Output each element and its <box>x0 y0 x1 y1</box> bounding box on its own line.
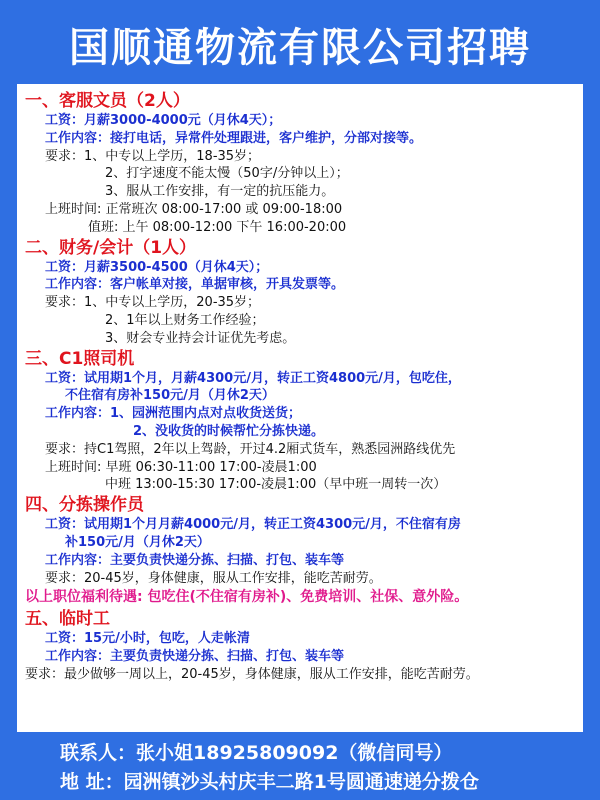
contact-info: 联系人：张小姐18925809092（微信同号） <box>60 742 453 764</box>
section-1-heading: 一、客服文员（2人） <box>25 91 190 111</box>
section-5-duty: 工作内容：主要负责快递分拣、扫描、打包、装车等 <box>45 649 345 665</box>
section-1-req-2: 2、打字速度不能太慢（50字/分钟以上）； <box>105 166 349 182</box>
page-title: 国顺通物流有限公司招聘 <box>69 25 531 71</box>
section-4-heading: 四、分拣操作员 <box>25 495 144 516</box>
section-3-hours-1: 上班时间: 早班 06:30-11:00 17:00-凌晨1:00 <box>45 459 317 475</box>
section-1-req-1: 要求：1、中专以上学历，18-35岁； <box>45 148 261 164</box>
section-3-salary-1: 工资：试用期1个月，月薪4300元/月，转正工资4800元/月，包吃住， <box>45 370 461 386</box>
section-2-heading: 二、财务/会计（1人） <box>25 237 197 258</box>
section-2-req-2: 2、1年以上财务工作经验； <box>105 312 265 328</box>
section-3-heading: 三、C1照司机 <box>25 348 135 369</box>
section-3-duty-1: 工作内容：1、园洲范围内点对点收货送货； <box>45 406 302 422</box>
section-2-salary: 工资：月薪3500-4500（月休4天）； <box>45 259 269 275</box>
content-panel <box>17 84 583 732</box>
section-2-req-1: 要求：1、中专以上学历，20-35岁； <box>45 295 261 311</box>
section-4-salary-1: 工资：试用期1个月月薪4000元/月，转正工资4300元/月，不住宿有房 <box>45 517 461 533</box>
section-4-salary-2: 补150元/月（月休2天） <box>65 534 210 550</box>
address-info: 地 址：园洲镇沙头村庆丰二路1号圆通速递分拨仓 <box>60 771 479 793</box>
footer <box>0 734 600 800</box>
section-3-salary-2: 不住宿有房补150元/月（月休2天） <box>65 388 275 404</box>
section-5-salary: 工资：15元/小时，包吃，人走帐清 <box>45 631 250 647</box>
section-4-duty: 工作内容：主要负责快递分拣、扫描、打包、装车等 <box>45 552 345 568</box>
section-1-hours-1: 上班时间: 正常班次 08:00-17:00 或 09:00-18:00 <box>45 201 343 217</box>
section-1-req-3: 3、服从工作安排，有一定的抗压能力。 <box>105 184 335 200</box>
benefits-note: 以上职位福利待遇: 包吃住(不住宿有房补)、免费培训、社保、意外险。 <box>25 589 469 606</box>
section-1-hours-2: 值班: 上午 08:00-12:00 下午 16:00-20:00 <box>88 219 347 235</box>
section-1-duty: 工作内容：接打电话，异常件处理跟进，客户维护，分部对接等。 <box>45 130 423 146</box>
section-3-duty-2: 2、没收货的时候帮忙分拣快递。 <box>133 423 325 439</box>
section-1-salary: 工资：月薪3000-4000元（月休4天）； <box>45 113 282 128</box>
section-5-req: 要求：最少做够一周以上，20-45岁，身体健康，服从工作安排，能吃苦耐劳。 <box>25 666 479 682</box>
section-2-req-3: 3、财会专业持会计证优先考虑。 <box>105 330 296 346</box>
section-5-heading: 五、临时工 <box>25 609 110 630</box>
section-2-duty: 工作内容：客户帐单对接，单据审核，开具发票等。 <box>45 277 345 293</box>
section-3-hours-2: 中班 13:00-15:30 17:00-凌晨1:00（早中班一周转一次） <box>105 477 447 493</box>
section-4-req: 要求：20-45岁，身体健康，服从工作安排，能吃苦耐劳。 <box>45 570 382 586</box>
section-3-req: 要求：持C1驾照，2年以上驾龄，开过4.2厢式货车，熟悉园洲路线优先 <box>45 441 456 457</box>
